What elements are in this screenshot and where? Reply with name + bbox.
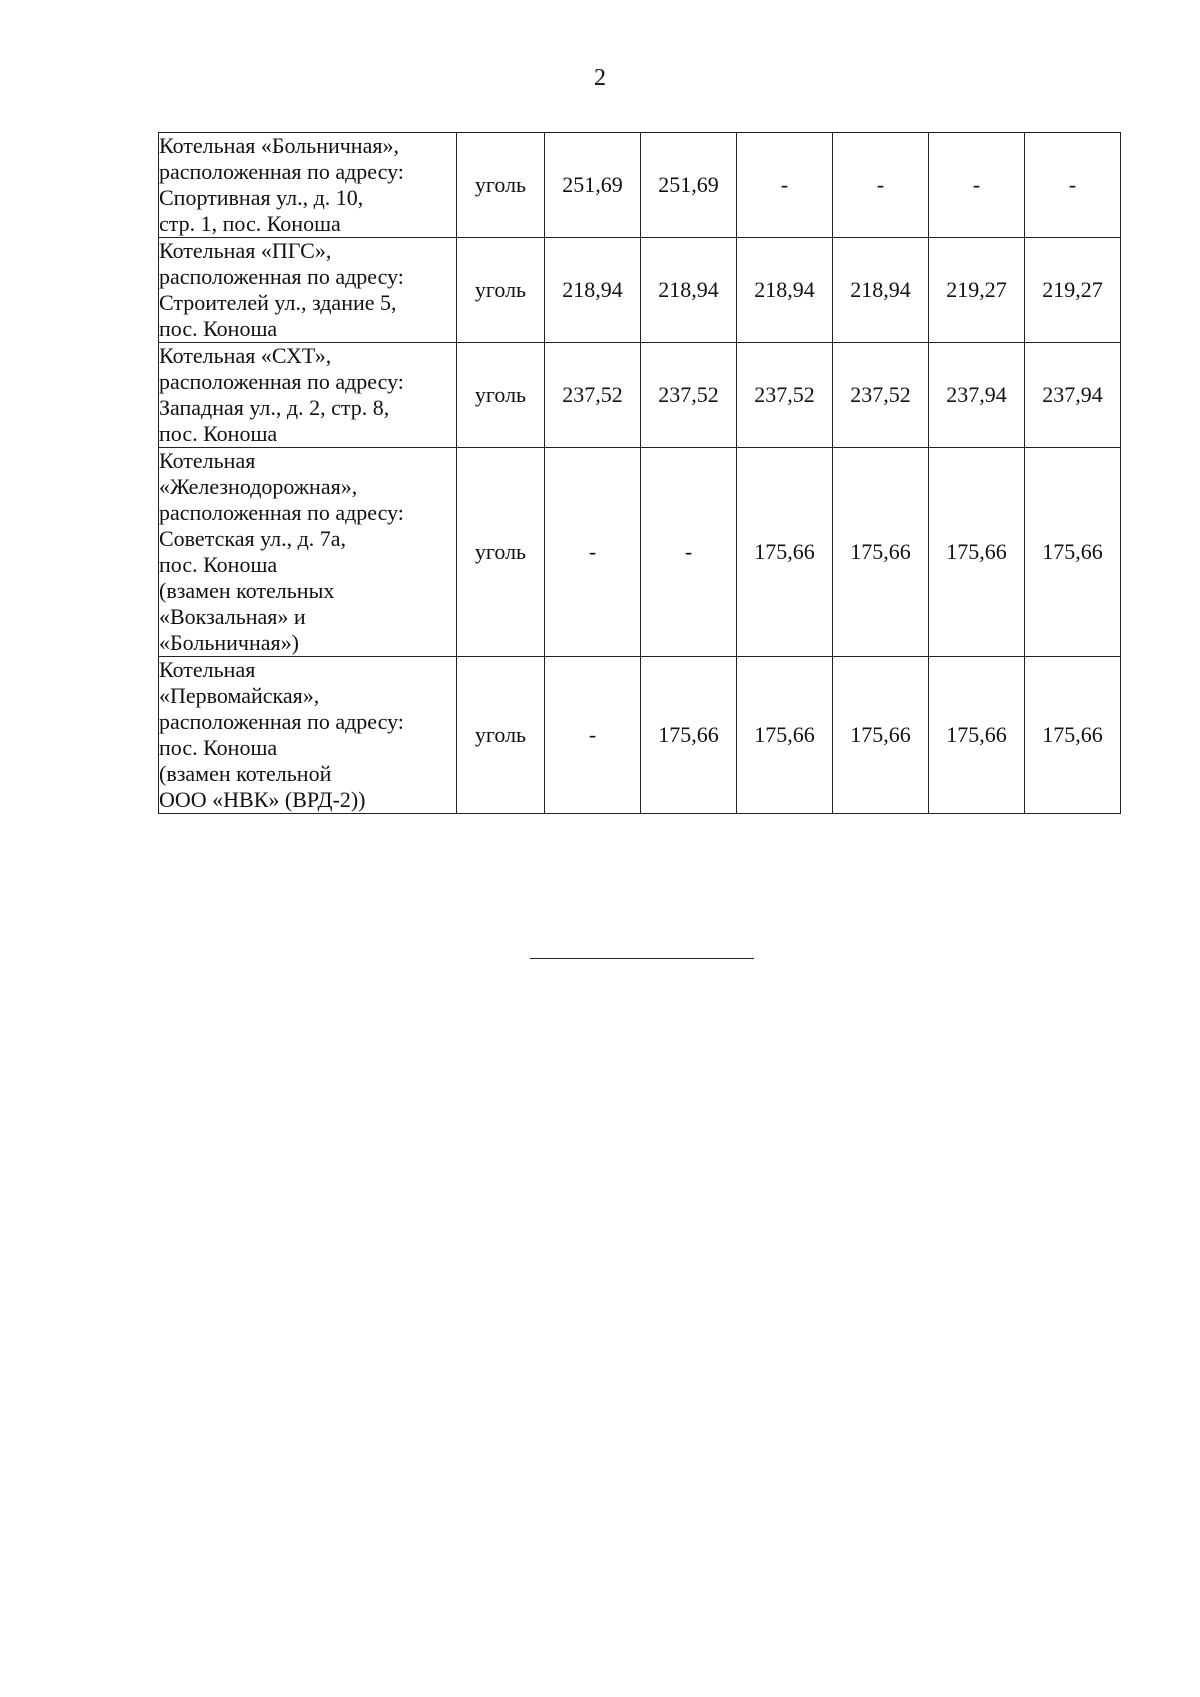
boiler-name-cell xyxy=(159,238,457,343)
fuel-cell: уголь xyxy=(457,133,545,238)
table-row xyxy=(159,133,1121,238)
tariff-value-cell: 175,66 xyxy=(737,657,833,814)
boiler-name-line: расположенная по адресу: xyxy=(159,264,404,289)
boiler-name-line: стр. 1, пос. Коноша xyxy=(159,211,341,236)
tariff-value-cell: - xyxy=(1025,133,1121,238)
boiler-name-line: Спортивная ул., д. 10, xyxy=(159,185,364,210)
tariff-value-cell: 175,66 xyxy=(641,657,737,814)
tariff-value-cell: 237,52 xyxy=(833,343,929,448)
boiler-name-cell xyxy=(159,448,457,657)
tariff-value-cell: 175,66 xyxy=(1025,657,1121,814)
tariff-value-cell: 175,66 xyxy=(929,657,1025,814)
boiler-name-line: Котельная xyxy=(159,448,256,473)
boiler-name-line: Западная ул., д. 2, стр. 8, xyxy=(159,395,390,420)
fuel-cell: уголь xyxy=(457,238,545,343)
table-row xyxy=(159,448,1121,657)
tariff-value-cell: 218,94 xyxy=(833,238,929,343)
tariff-value-cell: 219,27 xyxy=(929,238,1025,343)
boiler-name-line: Котельная «Больничная», xyxy=(159,133,399,158)
boiler-name-cell xyxy=(159,657,457,814)
boiler-name-line: (взамен котельных xyxy=(159,578,335,603)
boiler-name-line: (взамен котельной xyxy=(159,761,332,786)
boiler-name-line: Котельная «СХТ», xyxy=(159,343,332,368)
tariff-value-cell: 175,66 xyxy=(1025,448,1121,657)
tariff-value-cell: 237,52 xyxy=(545,343,641,448)
fuel-cell: уголь xyxy=(457,448,545,657)
tariff-value-cell: 237,94 xyxy=(1025,343,1121,448)
tariff-value-cell: 175,66 xyxy=(737,448,833,657)
tariff-value-cell: 237,94 xyxy=(929,343,1025,448)
tariff-value-cell: 218,94 xyxy=(641,238,737,343)
tariff-value-cell: - xyxy=(545,448,641,657)
tariff-value-cell: 175,66 xyxy=(833,448,929,657)
boiler-name-cell xyxy=(159,343,457,448)
boiler-name-line: ООО «НВК» (ВРД-2)) xyxy=(159,787,366,812)
tariff-value-cell: - xyxy=(545,657,641,814)
tariff-value-cell: 237,52 xyxy=(737,343,833,448)
tariff-value-cell: 251,69 xyxy=(641,133,737,238)
page-number: 2 xyxy=(594,65,606,91)
tariff-value-cell: 175,66 xyxy=(833,657,929,814)
tariff-value-cell: 218,94 xyxy=(545,238,641,343)
tariff-value-cell: 218,94 xyxy=(737,238,833,343)
boiler-name-line: Котельная «ПГС», xyxy=(159,238,332,263)
boiler-name-line: «Больничная») xyxy=(159,630,299,655)
table-row xyxy=(159,657,1121,814)
table-row xyxy=(159,343,1121,448)
fuel-cell: уголь xyxy=(457,657,545,814)
boiler-name-line: расположенная по адресу: xyxy=(159,159,404,184)
boiler-name-line: пос. Коноша xyxy=(159,552,278,577)
tariff-value-cell: 175,66 xyxy=(929,448,1025,657)
boiler-name-line: Советская ул., д. 7а, xyxy=(159,526,347,551)
tariff-value-cell: 237,52 xyxy=(641,343,737,448)
tariff-value-cell: 219,27 xyxy=(1025,238,1121,343)
tariff-value-cell: 251,69 xyxy=(545,133,641,238)
boiler-name-line: расположенная по адресу: xyxy=(159,709,404,734)
tariff-value-cell: - xyxy=(737,133,833,238)
tariff-table-body xyxy=(159,133,1121,814)
boiler-name-line: расположенная по адресу: xyxy=(159,500,404,525)
table-row xyxy=(159,238,1121,343)
boiler-name-line: «Железнодорожная», xyxy=(159,474,358,499)
tariff-value-cell: - xyxy=(929,133,1025,238)
boiler-name-line: расположенная по адресу: xyxy=(159,369,404,394)
boiler-name-line: «Вокзальная» и xyxy=(159,604,306,629)
boiler-name-line: пос. Коноша xyxy=(159,421,278,446)
boiler-name-line: пос. Коноша xyxy=(159,316,278,341)
tariff-value-cell: - xyxy=(641,448,737,657)
boiler-name-line: Строителей ул., здание 5, xyxy=(159,290,397,315)
boiler-name-line: пос. Коноша xyxy=(159,735,278,760)
tariff-table xyxy=(158,132,1121,814)
boiler-name-line: «Первомайская», xyxy=(159,683,320,708)
fuel-cell: уголь xyxy=(457,343,545,448)
tariff-value-cell: - xyxy=(833,133,929,238)
boiler-name-line: Котельная xyxy=(159,657,256,682)
boiler-name-cell xyxy=(159,133,457,238)
closing-rule xyxy=(530,958,754,959)
